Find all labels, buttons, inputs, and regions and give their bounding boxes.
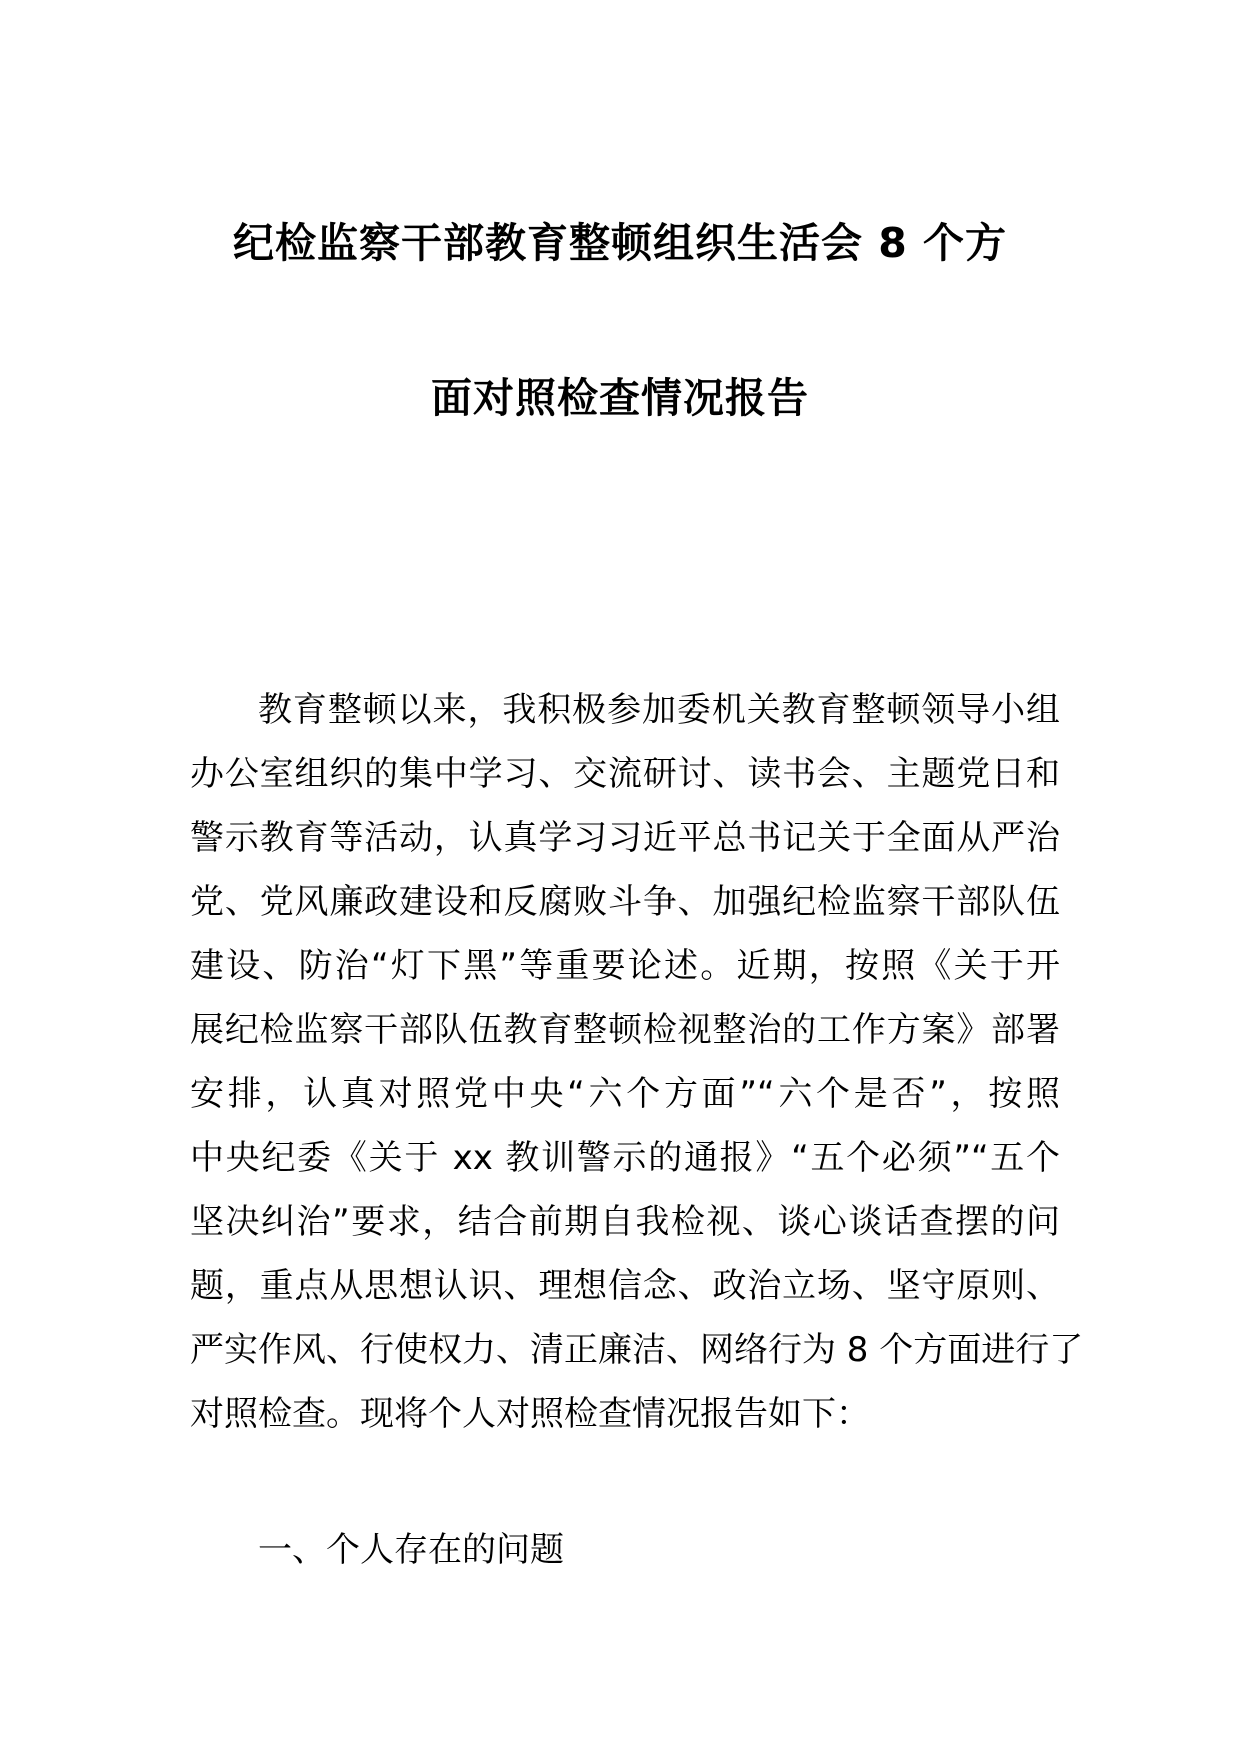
- paragraph-line: 展纪检监察干部队伍教育整顿检视整治的工作方案》部署: [190, 1010, 1060, 1050]
- paragraph-line: 安排，认真对照党中央“六个方面”“六个是否”，按照: [190, 1074, 1060, 1114]
- paragraph-line: 坚决纠治”要求，结合前期自我检视、谈心谈话查摆的问: [190, 1202, 1060, 1242]
- paragraph-line: 党、党风廉政建设和反腐败斗争、加强纪检监察干部队伍: [190, 882, 1060, 922]
- paragraph-line: 建设、防治“灯下黑”等重要论述。近期，按照《关于开: [190, 946, 1060, 986]
- paragraph-line: 严实作风、行使权力、清正廉洁、网络行为 8 个方面进行了: [190, 1330, 1084, 1370]
- intro-paragraph: [190, 678, 1084, 1446]
- paragraph-line: 对照检查。现将个人对照检查情况报告如下：: [190, 1394, 870, 1434]
- paragraph-line: 办公室组织的集中学习、交流研讨、读书会、主题党日和: [190, 754, 1060, 794]
- paragraph-line: 警示教育等活动，认真学习习近平总书记关于全面从严治: [190, 818, 1060, 858]
- paragraph-line: 题，重点从思想认识、理想信念、政治立场、坚守原则、: [190, 1266, 1060, 1306]
- document-title-line-1: 纪检监察干部教育整顿组织生活会 8 个方: [232, 219, 1008, 267]
- paragraph-line: 教育整顿以来，我积极参加委机关教育整顿领导小组: [258, 690, 1060, 730]
- document-title-line-2: 面对照检查情况报告: [431, 374, 809, 422]
- paragraph-line: 中央纪委《关于 xx 教训警示的通报》“五个必须”“五个: [190, 1138, 1060, 1178]
- section-heading: 一、个人存在的问题: [258, 1530, 564, 1570]
